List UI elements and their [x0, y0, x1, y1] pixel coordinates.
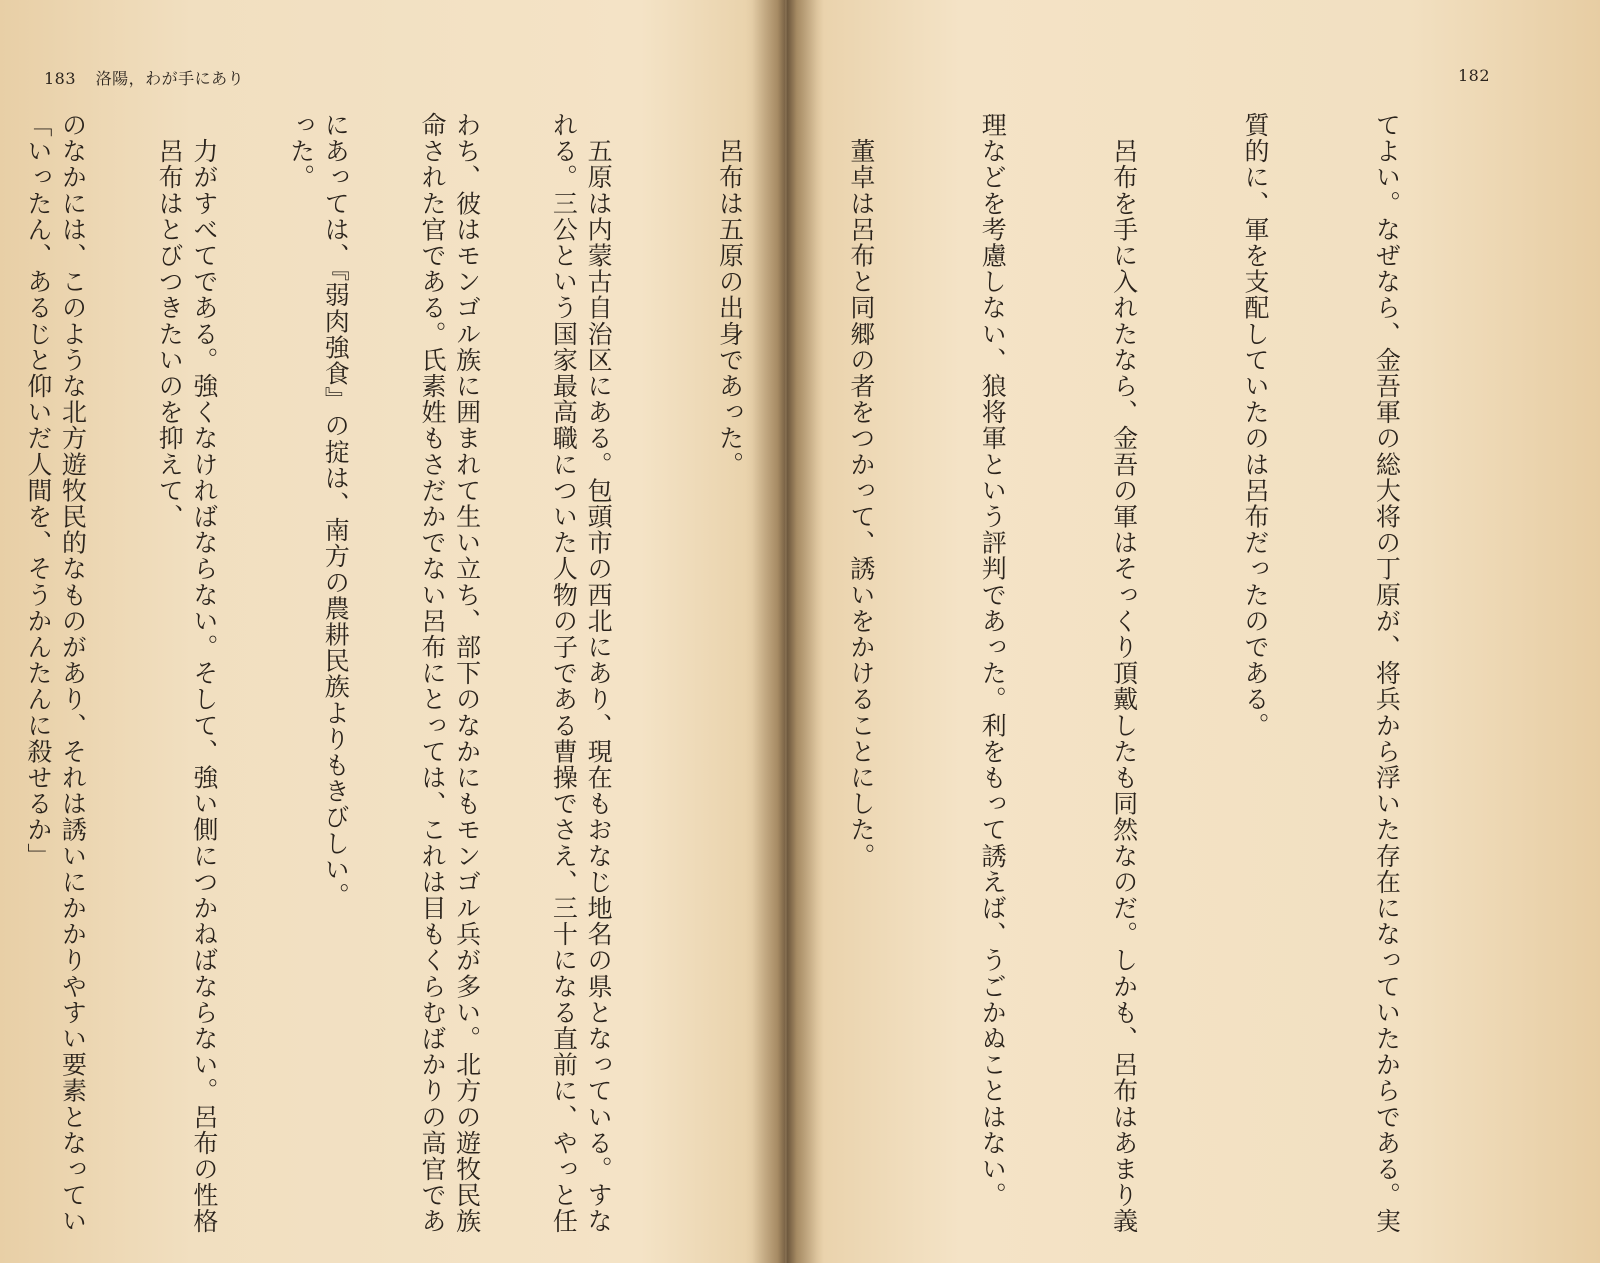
text-line: 呂布は五原の出身であった。	[715, 112, 745, 478]
text-line: 呂布はとびつきたいのを抑えて、	[155, 112, 185, 530]
text-line: 董卓は呂布と同郷の者をつかって、誘いをかけることにした。	[846, 112, 876, 869]
right-page-body	[0, 112, 1496, 1242]
right-page-header	[1458, 66, 1490, 85]
text-line: わち、彼はモンゴル族に囲まれて生い立ち、部下のなかにもモンゴル兵が多い。北方の遊牧民族	[452, 112, 482, 1235]
text-line: にあっては、『弱肉強食』の掟は、南方の農耕民族よりもきびしい。	[321, 112, 351, 909]
running-title: 洛陽，わが手にあり	[95, 69, 245, 88]
text-line: 呂布を手に入れたなら、金吾の軍はそっくり頂戴したも同然なのだ。しかも、呂布はあまり義	[1109, 112, 1139, 1235]
text-line: 五原は内蒙古自治区にある。包頭市の西北にあり、現在もおなじ地名の県となっている。すな	[584, 112, 614, 1235]
text-line: 力がすべてである。強くなければならない。そして、強い側につかねばならない。呂布の性格	[189, 112, 219, 1235]
text-line: 「いったん、あるじと仰いだ人間を、そうかんたんに殺せるか」	[23, 112, 53, 869]
left-page-header	[44, 66, 244, 89]
text-line: れる。三公という国家最高職についた人物の子である曹操でさえ、三十になる直前に、やっと任	[549, 112, 579, 1235]
left-page-number: 183	[44, 69, 77, 88]
text-line: った。	[286, 112, 316, 191]
text-line: てよい。なぜなら、金吾軍の総大将の丁原が、将兵から浮いた存在になっていたからである。実	[1372, 112, 1402, 1235]
gutter-shadow	[787, 0, 817, 1263]
right-page-number: 182	[1457, 66, 1490, 85]
text-line: のなかには、このような北方遊牧民的なものがあり、それは誘いにかかりやすい要素となってい	[58, 112, 88, 1235]
text-line: 質的に、軍を支配していたのは呂布だったのである。	[1241, 112, 1271, 739]
text-line: 理などを考慮しない、狼将軍という評判であった。利をもって誘えば、うごかぬことはない。	[978, 112, 1008, 1209]
text-line: 命された官である。氏素姓もさだかでない呂布にとっては、これは目もくらむばかりの高官であ	[418, 112, 448, 1235]
